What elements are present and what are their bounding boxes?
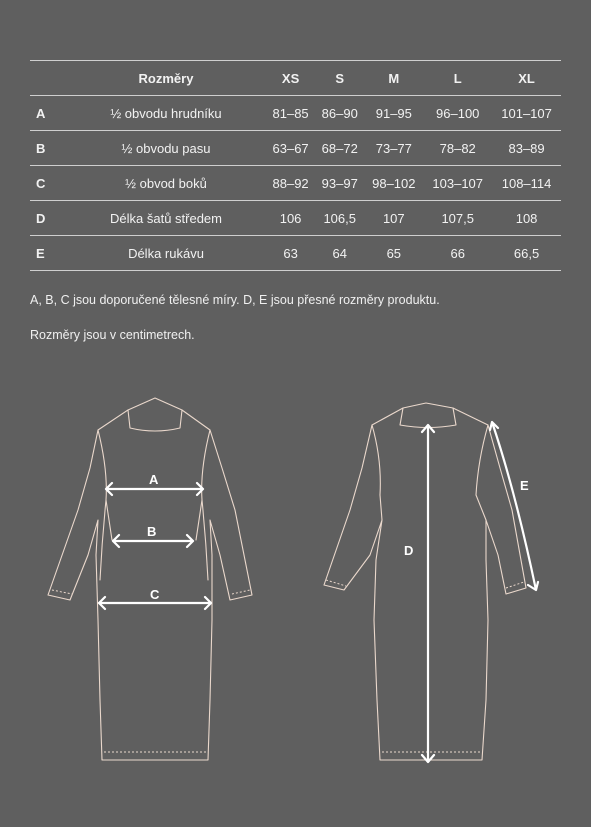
measure-a-label: A — [149, 472, 159, 487]
header-size-xs: XS — [266, 61, 315, 96]
table-cell: 108 — [492, 201, 561, 236]
table-cell: 65 — [364, 236, 423, 271]
back-cuff-stitch-right — [506, 582, 524, 588]
table-cell: 63–67 — [266, 131, 315, 166]
row-label: ½ obvodu hrudníku — [66, 96, 266, 131]
back-cuff-stitch-left — [326, 580, 346, 586]
back-armhole-left — [372, 425, 382, 520]
measurement-note: A, B, C jsou doporučené tělesné míry. D, E jsou přesné rozměry produktu. — [30, 293, 440, 307]
units-note: Rozměry jsou v centimetrech. — [30, 328, 195, 342]
measure-c-label: C — [150, 587, 160, 602]
dress-back-diagram — [300, 0, 591, 827]
table-cell: 101–107 — [492, 96, 561, 131]
table-cell: 68–72 — [315, 131, 364, 166]
row-code: D — [30, 201, 66, 236]
header-size-l: L — [423, 61, 492, 96]
row-label: Délka šatů středem — [66, 201, 266, 236]
front-dress-outline — [48, 398, 252, 760]
table-cell: 106,5 — [315, 201, 364, 236]
table-cell: 107,5 — [423, 201, 492, 236]
row-code: E — [30, 236, 66, 271]
row-label: Délka rukávu — [66, 236, 266, 271]
table-cell: 107 — [364, 201, 423, 236]
table-cell: 66,5 — [492, 236, 561, 271]
measure-e-label: E — [520, 478, 529, 493]
back-armhole-right — [476, 425, 488, 520]
front-waist-curve-left — [100, 500, 106, 580]
table-cell: 96–100 — [423, 96, 492, 131]
table-cell: 63 — [266, 236, 315, 271]
table-cell: 78–82 — [423, 131, 492, 166]
row-code: A — [30, 96, 66, 131]
header-size-xl: XL — [492, 61, 561, 96]
front-cuff-stitch-left — [52, 590, 72, 594]
front-cuff-stitch-right — [232, 590, 250, 594]
table-cell: 88–92 — [266, 166, 315, 201]
table-cell: 66 — [423, 236, 492, 271]
table-cell: 98–102 — [364, 166, 423, 201]
table-cell: 81–85 — [266, 96, 315, 131]
table-cell: 86–90 — [315, 96, 364, 131]
table-cell: 93–97 — [315, 166, 364, 201]
table-cell: 91–95 — [364, 96, 423, 131]
header-size-m: M — [364, 61, 423, 96]
measure-e-arrow — [490, 422, 538, 590]
back-dress-outline — [324, 403, 526, 760]
table-cell: 108–114 — [492, 166, 561, 201]
row-label: ½ obvod boků — [66, 166, 266, 201]
measure-b-label: B — [147, 524, 157, 539]
row-label: ½ obvodu pasu — [66, 131, 266, 166]
header-label: Rozměry — [66, 61, 266, 96]
header-size-s: S — [315, 61, 364, 96]
table-cell: 64 — [315, 236, 364, 271]
measure-d-label: D — [404, 543, 414, 558]
row-code: B — [30, 131, 66, 166]
front-collar — [128, 410, 182, 431]
row-code: C — [30, 166, 66, 201]
table-cell: 73–77 — [364, 131, 423, 166]
table-cell: 103–107 — [423, 166, 492, 201]
front-waist-curve-right — [202, 500, 208, 580]
table-cell: 83–89 — [492, 131, 561, 166]
measure-d-arrow — [422, 425, 434, 762]
table-cell: 106 — [266, 201, 315, 236]
